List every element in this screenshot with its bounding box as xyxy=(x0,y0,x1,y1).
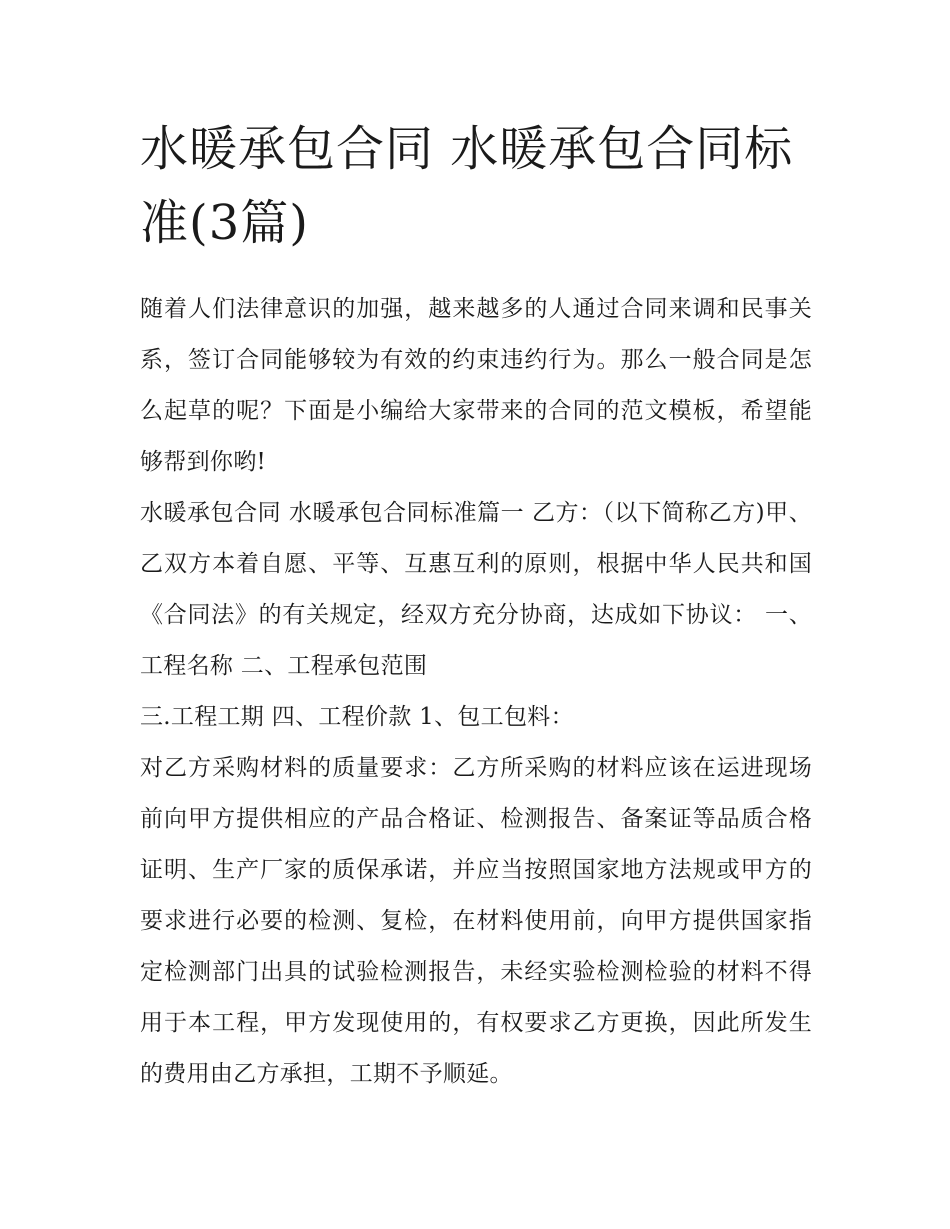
document-title: 水暖承包合同 水暖承包合同标准(3篇) xyxy=(140,121,794,251)
contract-preamble-paragraph: 水暖承包合同 水暖承包合同标准篇一 乙方：（以下简称乙方)甲、乙双方本着自愿、平等、互惠互利的原则，根据中华人民共和国《合同法》的有关规定，经双方充分协商，达成如下协议： 一、工程名称 二、工程承包范围 xyxy=(140,500,812,679)
material-quality-paragraph: 对乙方采购材料的质量要求：乙方所采购的材料应该在运进现场前向甲方提供相应的产品合格证、检测报告、备案证等品质合格证明、生产厂家的质保承诺，并应当按照国家地方法规或甲方的要求进行必要的检测、复检，在材料使用前，向甲方提供国家指定检测部门出具的试验检测报告，未经实验检测检验的材料不得用于本工程，甲方发现使用的，有权要求乙方更换，因此所发生的费用由乙方承担，工期不予顺延。 xyxy=(140,755,812,1087)
document-page xyxy=(140,112,812,1100)
intro-paragraph: 随着人们法律意识的加强，越来越多的人通过合同来调和民事关系，签订合同能够较为有效的约束违约行为。那么一般合同是怎么起草的呢？下面是小编给大家带来的合同的范文模板，希望能够帮到你哟! xyxy=(140,296,812,475)
contract-terms-paragraph: 三.工程工期 四、工程价款 1、包工包料： xyxy=(140,704,574,730)
